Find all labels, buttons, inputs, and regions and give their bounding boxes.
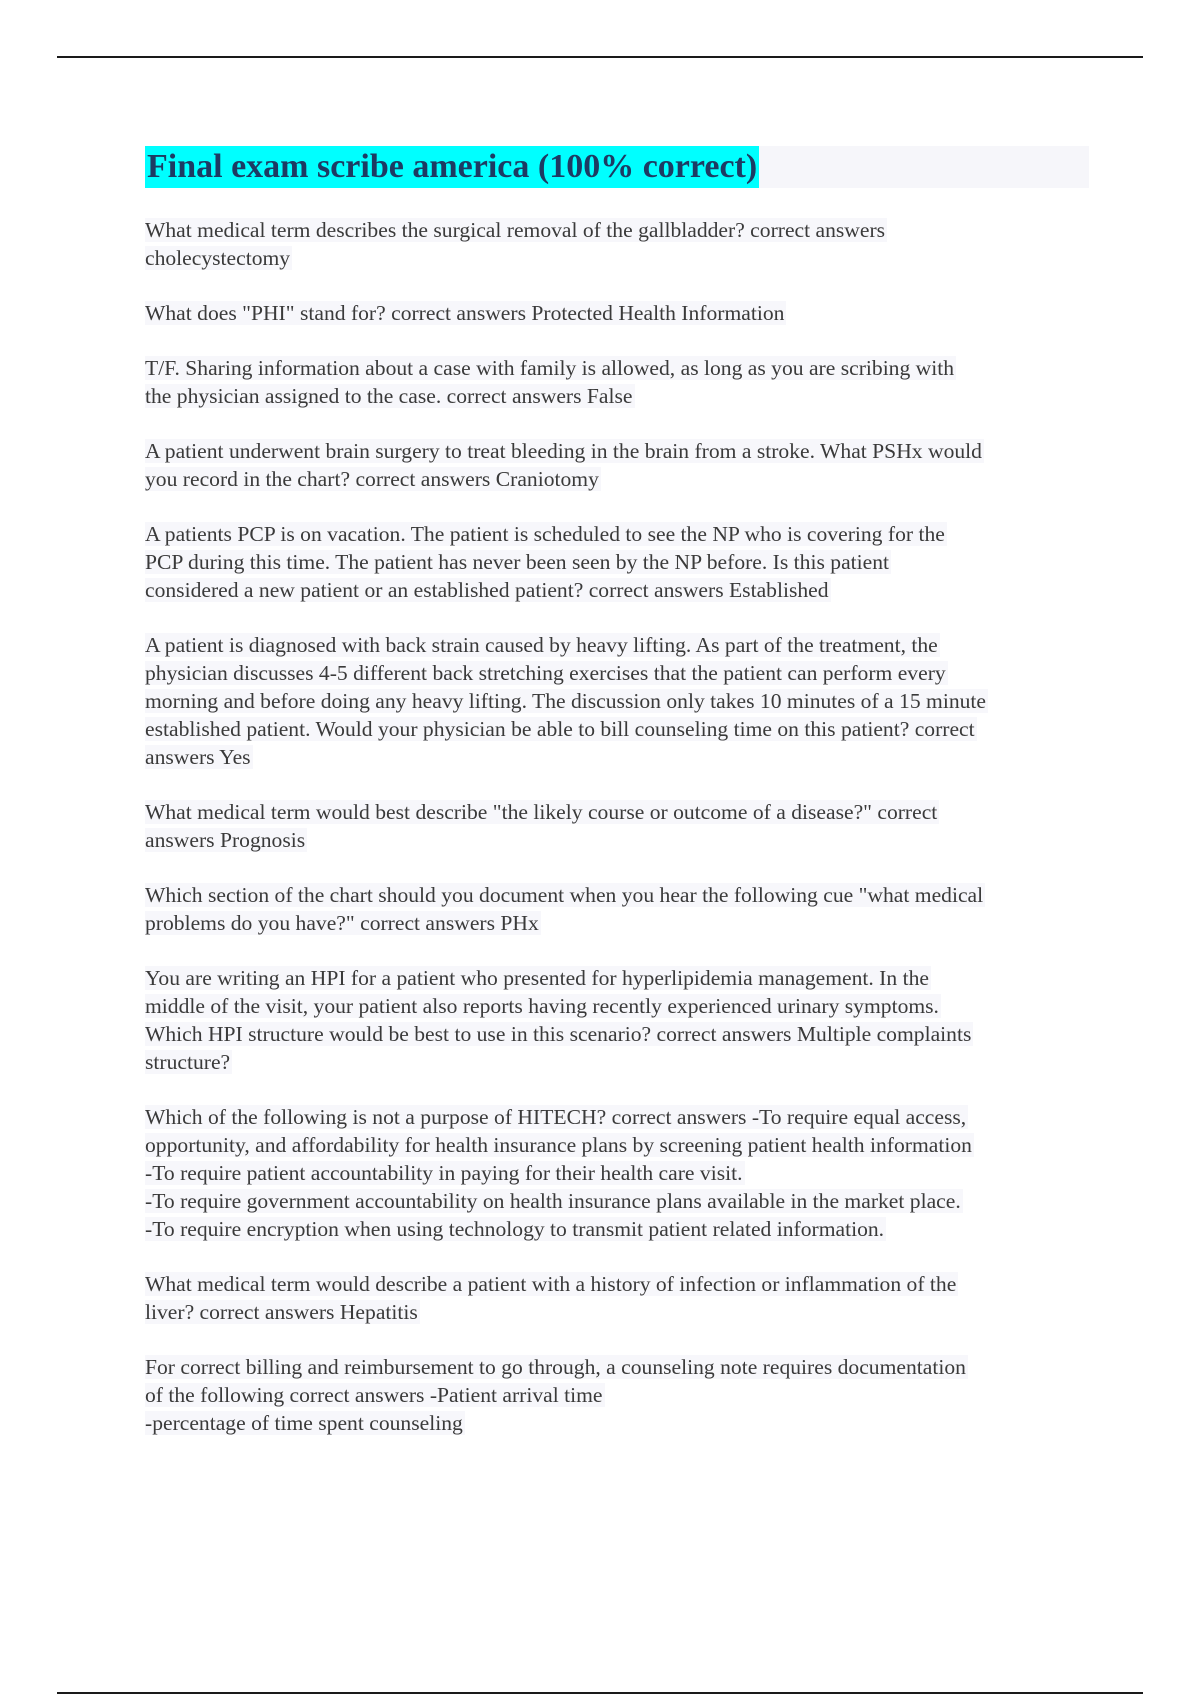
qa-line-text: -To require government accountability on health insurance plans available in the market place. [145,1189,961,1213]
qa-line-text: liver? correct answers Hepatitis [145,1300,418,1324]
qa-line-text: You are writing an HPI for a patient who presented for hyperlipidemia management. In the [145,966,929,990]
document-title: Final exam scribe america (100% correct) [145,146,759,188]
qa-line [145,1298,1089,1326]
qa-line [145,244,1089,272]
qa-item [145,881,1089,937]
qa-line [145,1103,1089,1131]
qa-item [145,1103,1089,1243]
qa-line [145,1353,1089,1381]
qa-line [145,992,1089,1020]
qa-line [145,687,1089,715]
qa-line-text: A patient is diagnosed with back strain caused by heavy lifting. As part of the treatment, the [145,633,938,657]
qa-line [145,1215,1089,1243]
qa-line [145,1270,1089,1298]
qa-line [145,659,1089,687]
qa-line-text: -To require encryption when using technology to transmit patient related information. [145,1217,885,1241]
footer-rule [57,1692,1143,1694]
qa-line [145,576,1089,604]
qa-line [145,798,1089,826]
qa-line [145,465,1089,493]
qa-line-text: morning and before doing any heavy lifting. The discussion only takes 10 minutes of a 15 minute [145,689,987,713]
qa-line [145,1020,1089,1048]
header-rule [57,56,1143,58]
qa-line-text: opportunity, and affordability for health insurance plans by screening patient health information [145,1133,972,1157]
qa-item [145,964,1089,1076]
qa-item [145,437,1089,493]
title-row [145,146,1089,188]
qa-item [145,216,1089,272]
qa-list [145,216,1089,1437]
qa-line [145,631,1089,659]
qa-line-text: answers Yes [145,745,251,769]
qa-line [145,1131,1089,1159]
qa-line-text: problems do you have?" correct answers PHx [145,911,539,935]
qa-line-text: you record in the chart? correct answers Craniotomy [145,467,599,491]
qa-line-text: PCP during this time. The patient has never been seen by the NP before. Is this patient [145,550,890,574]
qa-line-text: physician discusses 4-5 different back stretching exercises that the patient can perform every [145,661,946,685]
qa-line [145,1048,1089,1076]
qa-line [145,548,1089,576]
qa-line [145,826,1089,854]
qa-line-text: Which HPI structure would be best to use in this scenario? correct answers Multiple complaints [145,1022,972,1046]
qa-line-text: structure? [145,1050,231,1074]
qa-line-text: A patients PCP is on vacation. The patient is scheduled to see the NP who is covering for the [145,522,945,546]
qa-line-text: For correct billing and reimbursement to go through, a counseling note requires documentation [145,1355,966,1379]
qa-item [145,299,1089,327]
qa-line-text: Which section of the chart should you document when you hear the following cue "what medical [145,883,984,907]
qa-item [145,1270,1089,1326]
qa-line-text: of the following correct answers -Patient arrival time [145,1383,603,1407]
qa-line-text: answers Prognosis [145,828,306,852]
qa-line-text: the physician assigned to the case. correct answers False [145,384,633,408]
qa-item [145,354,1089,410]
qa-line [145,964,1089,992]
qa-line [145,1159,1089,1187]
qa-line-text: What does "PHI" stand for? correct answers Protected Health Information [145,301,785,325]
qa-line [145,437,1089,465]
qa-line [145,216,1089,244]
qa-line-text: Which of the following is not a purpose of HITECH? correct answers -To require equal access, [145,1105,967,1129]
qa-line-text: What medical term would describe a patient with a history of infection or inflammation of the [145,1272,957,1296]
qa-line-text: What medical term describes the surgical removal of the gallbladder? correct answers [145,218,886,242]
qa-line [145,743,1089,771]
qa-line-text: cholecystectomy [145,246,291,270]
qa-line-text: What medical term would best describe "the likely course or outcome of a disease?" correct [145,800,938,824]
qa-line [145,881,1089,909]
qa-line-text: -To require patient accountability in paying for their health care visit. [145,1161,743,1185]
qa-line [145,354,1089,382]
qa-line-text: -percentage of time spent counseling [145,1411,463,1435]
qa-item [145,631,1089,771]
qa-item [145,1353,1089,1437]
qa-line [145,299,1089,327]
qa-line-text: middle of the visit, your patient also reports having recently experienced urinary symptoms. [145,994,939,1018]
qa-line [145,520,1089,548]
qa-line-text: considered a new patient or an established patient? correct answers Established [145,578,829,602]
qa-line [145,1409,1089,1437]
qa-line-text: A patient underwent brain surgery to treat bleeding in the brain from a stroke. What PSHx would [145,439,982,463]
qa-item [145,520,1089,604]
qa-item [145,798,1089,854]
qa-line [145,1381,1089,1409]
qa-line [145,909,1089,937]
qa-line-text: established patient. Would your physician be able to bill counseling time on this patient? correct [145,717,975,741]
qa-line [145,715,1089,743]
document-body [145,146,1089,1464]
qa-line [145,1187,1089,1215]
qa-line-text: T/F. Sharing information about a case with family is allowed, as long as you are scribing with [145,356,955,380]
qa-line [145,382,1089,410]
